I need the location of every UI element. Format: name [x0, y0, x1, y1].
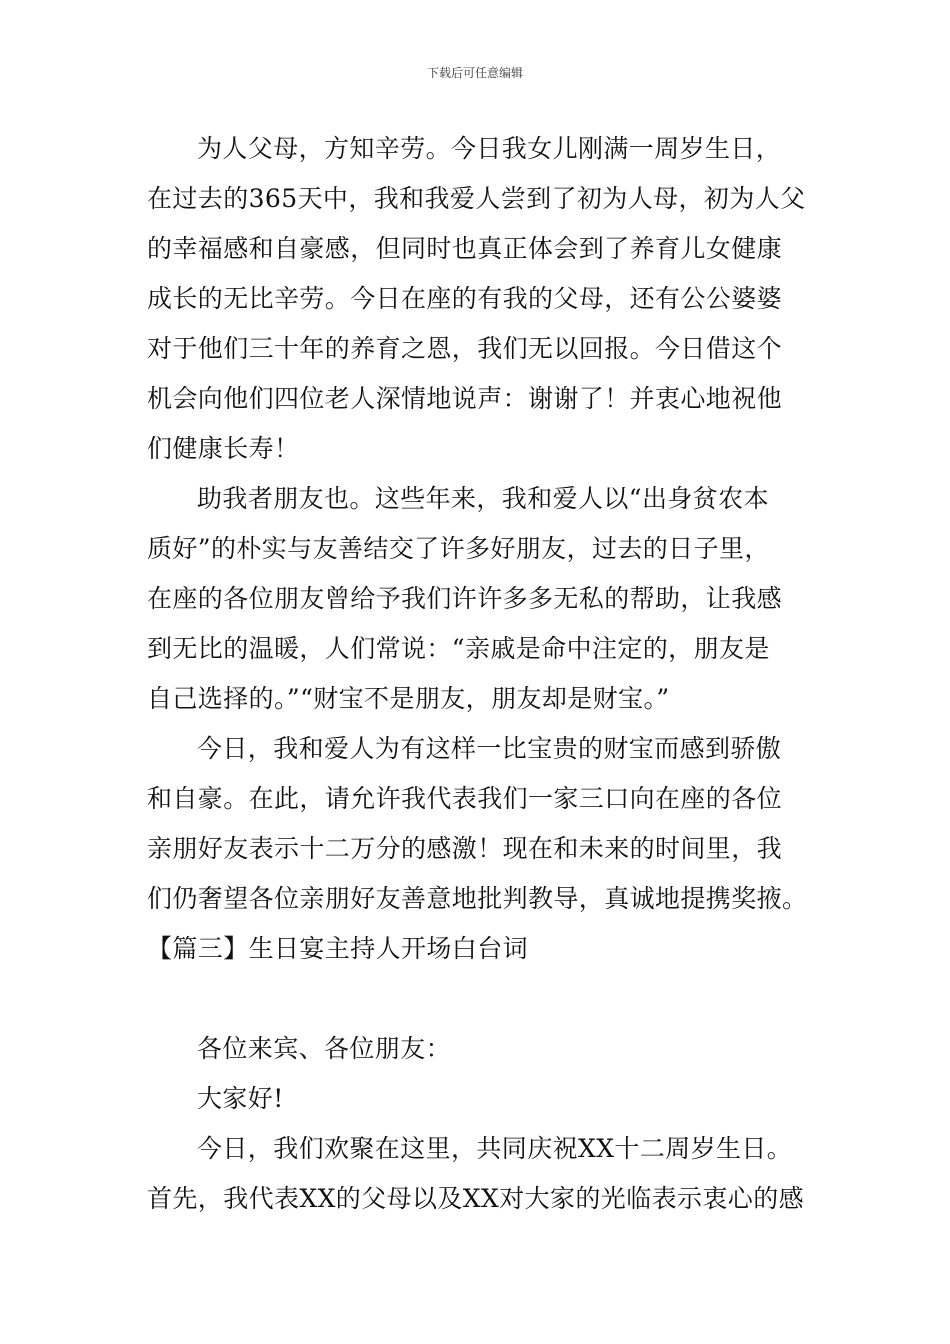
paragraph-line: 到无比的温暖，人们常说：“亲戚是命中注定的，朋友是	[147, 634, 770, 663]
paragraph-line: 今日，我和爱人为有这样一比宝贵的财宝而感到骄傲	[197, 734, 782, 763]
paragraph-line: 成长的无比辛劳。今日在座的有我的父母，还有公公婆婆	[147, 284, 783, 313]
paragraph-line: 首先，我代表XX的父母以及XX对大家的光临表示衷心的感	[147, 1184, 804, 1213]
paragraph-line: 在座的各位朋友曾给予我们许许多多无私的帮助，让我感	[147, 584, 783, 613]
paragraph-line: 助我者朋友也。这些年来，我和爱人以“出身贫农本	[197, 484, 769, 513]
paragraph-line: 大家好!	[197, 1084, 284, 1113]
paragraph-line: 机会向他们四位老人深情地说声：谢谢了！并衷心地祝他	[147, 384, 783, 413]
paragraph-line: 今日，我们欢聚在这里，共同庆祝XX十二周岁生日。	[197, 1134, 793, 1163]
section-heading: 【篇三】生日宴主持人开场白台词	[147, 934, 529, 963]
paragraph-line: 们健康长寿！	[147, 434, 300, 463]
paragraph-line: 为人父母，方知辛劳。今日我女儿刚满一周岁生日，	[197, 134, 782, 163]
page-header: 下载后可任意编辑	[426, 66, 523, 80]
paragraph-line: 和自豪。在此，请允许我代表我们一家三口向在座的各位	[147, 784, 783, 813]
paragraph-line: 对于他们三十年的养育之恩，我们无以回报。今日借这个	[147, 334, 783, 363]
paragraph-line: 的幸福感和自豪感，但同时也真正体会到了养育儿女健康	[147, 234, 783, 263]
paragraph-line: 在过去的365天中，我和我爱人尝到了初为人母，初为人父	[147, 184, 806, 213]
paragraph-line: 各位来宾、各位朋友：	[197, 1034, 452, 1063]
paragraph-line: 亲朋好友表示十二万分的感激！现在和未来的时间里，我	[147, 834, 783, 863]
paragraph-line: 质好”的朴实与友善结交了许多好朋友，过去的日子里，	[147, 534, 770, 563]
paragraph-line: 们仍奢望各位亲朋好友善意地批判教导，真诚地提携奖掖。	[147, 884, 808, 913]
paragraph-line: 自己选择的。”“财宝不是朋友，朋友却是财宝。”	[147, 684, 670, 713]
